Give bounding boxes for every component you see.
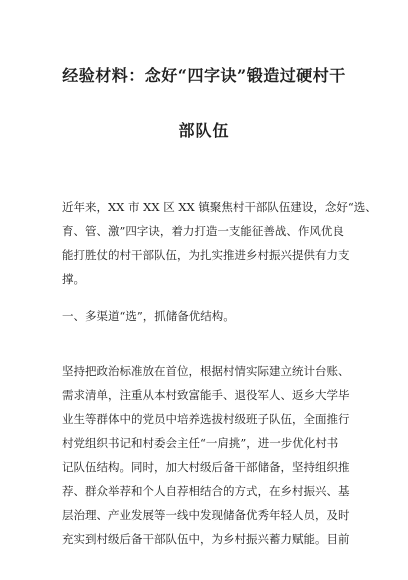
- paragraph-line: 能打胜仗的村干部队伍，为扎实推进乡村振兴提供有力支: [62, 248, 350, 262]
- document-title-line-2: 部队伍: [178, 121, 230, 140]
- document-title-line-1: 经验材料：念好“四字诀”锻造过硬村干: [62, 66, 346, 85]
- paragraph-line: 业生等群体中的党员中培养选拔村级班子队伍，全面推行: [62, 412, 350, 426]
- paragraph-line: 坚持把政治标准放在首位，根据村情实际建立统计台账、: [62, 364, 350, 378]
- section-heading: [62, 304, 352, 328]
- paragraph-line: 记队伍结构。同时，加大村级后备干部储备，坚持组织推: [62, 460, 350, 474]
- paragraph-line: 需求清单，注重从本村致富能手、退役军人、返乡大学毕: [62, 388, 350, 402]
- paragraph-line: 育、管、激”四字诀，着力打造一支能征善战、作风优良: [62, 224, 344, 238]
- paragraph-line: 充实到村级后备干部队伍中，为乡村振兴蓄力赋能。目前: [62, 532, 350, 546]
- paragraph-line: 近年来，XX 市 XX 区 XX 镇聚焦村干部队伍建设，念好“选、: [62, 200, 377, 214]
- body-paragraph: [62, 359, 352, 551]
- paragraph-line: 荐、群众举荐和个人自荐相结合的方式，在乡村振兴、基: [62, 484, 350, 498]
- paragraph-line: 村党组织书记和村委会主任“一肩挑”，进一步优化村书: [62, 436, 339, 450]
- intro-paragraph: [62, 195, 377, 291]
- paragraph-line: 撑。: [62, 272, 85, 286]
- section-heading-text: 一、多渠道“选”，抓储备优结构。: [62, 309, 235, 323]
- paragraph-line: 层治理、产业发展等一线中发现储备优秀年轻人员，及时: [62, 508, 350, 522]
